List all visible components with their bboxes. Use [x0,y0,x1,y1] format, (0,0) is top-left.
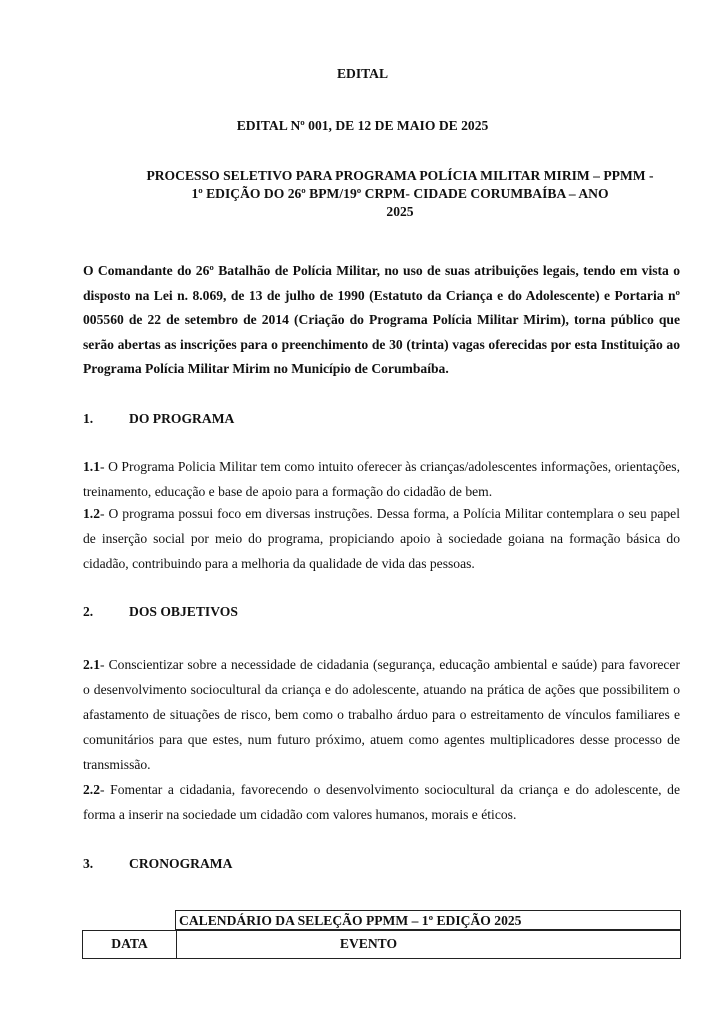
section-number: 2. [83,604,94,619]
item-text: - O Programa Policia Militar tem como intuito oferecer às crianças/adolescentes informações, orientações, treinamento, educação e base de apoio para a formação do cidadão de bem. [83,459,680,499]
paragraph-1-2 [83,501,680,576]
process-title-line-1: PROCESSO SELETIVO PARA PROGRAMA POLÍCIA MILITAR MIRIM – PPMM - [146,168,654,183]
item-ref: 1.1 [83,459,100,474]
item-text: - O programa possui foco em diversas instruções. Dessa forma, a Polícia Militar contemplara o seu papel de inserção social por meio do programa, propiciando apoio à sociedade goiana na formação básica do cidadão, contribuindo para a melhoria da qualidade de vida das pessoas. [83,506,680,571]
item-ref: 1.2 [83,506,100,521]
item-text: - Conscientizar sobre a necessidade de cidadania (segurança, educação ambiental e saúde) para favorecer o desenvolvimento sociocultural da criança e do adolescente, atuando na prática de ações que possibilitem o afastamento de situações de risco, bem como o trabalho árduo para o estreitamento de vínculos familiares e comunitários para que estes, num futuro próximo, atuem como agentes multiplicadores desse processo de transmissão. [83,657,680,772]
paragraph-2-2 [83,777,680,827]
section-number: 1. [83,411,94,426]
item-ref: 2.1 [83,657,100,672]
paragraph-2-1 [83,652,680,777]
section-heading-programa [83,411,234,427]
edital-number: EDITAL Nº 001, DE 12 DE MAIO DE 2025 [236,118,489,133]
process-title [110,167,690,221]
calendar-header-row [82,930,681,959]
section-title: DO PROGRAMA [129,411,235,426]
process-title-line-2: 1º EDIÇÃO DO 26º BPM/19º CRPM- CIDADE CORUMBAÍBA – ANO [191,186,609,201]
section-heading-cronograma [83,856,232,872]
calendar-title: CALENDÁRIO DA SELEÇÃO PPMM – 1º EDIÇÃO 2025 [175,910,681,930]
section-title: DOS OBJETIVOS [129,604,238,619]
item-text: - Fomentar a cidadania, favorecendo o desenvolvimento sociocultural da criança e do adolescente, de forma a inserir na sociedade um cidadão com valores humanos, morais e éticos. [83,782,680,822]
section-title: CRONOGRAMA [129,856,233,871]
calendar-col-event: EVENTO [339,936,398,951]
preamble-paragraph: O Comandante do 26º Batalhão de Polícia Militar, no uso de suas atribuições legais, tendo em vista o disposto na Lei n. 8.069, de 13 de julho de 1990 (Estatuto da Criança e do Adolescente) e Portaria nº 005560 de 22 de setembro de 2014 (Criação do Programa Polícia Militar Mirim), torna público que serão abertas as inscrições para o preenchimento de 30 (trinta) vagas oferecidas por esta Instituição ao Programa Polícia Militar Mirim no Município de Corumbaíba. [83,263,680,376]
paragraph-1-1 [83,454,680,504]
item-ref: 2.2 [83,782,100,797]
section-heading-objetivos [83,604,238,620]
document-title: EDITAL [336,66,389,81]
process-title-line-3: 2025 [386,204,414,219]
section-number: 3. [83,856,94,871]
calendar-col-date: DATA [83,931,177,958]
